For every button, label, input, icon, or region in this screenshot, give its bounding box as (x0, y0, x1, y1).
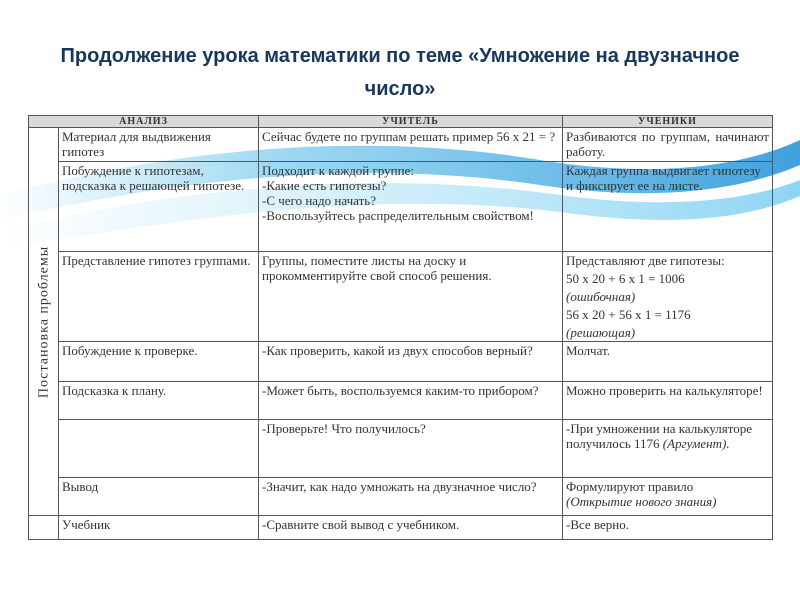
table-row (29, 516, 773, 540)
slide-title: Продолжение урока математики по теме «Умножение на двузначное число» (60, 45, 740, 100)
cell-students (563, 478, 773, 516)
table-header-row (29, 116, 773, 128)
students-text: -При умножении на калькуляторе получилось 1176 (566, 421, 753, 451)
equation-line: 56 х 20 + 56 х 1 = 1176 (566, 307, 691, 322)
table-row (29, 420, 773, 478)
cell-teacher: Сейчас будете по группам решать пример 56 х 21 = ? (259, 128, 563, 162)
header-teacher: УЧИТЕЛЬ (259, 116, 563, 128)
cell-students: -Все верно. (563, 516, 773, 540)
cell-teacher: -Может быть, воспользуемся каким-то прибором? (259, 382, 563, 420)
table-row (29, 128, 773, 162)
cell-teacher: Группы, поместите листы на доску и прокомментируйте свой способ решения. (259, 252, 563, 342)
table-row (29, 382, 773, 420)
side-label: Постановка проблемы (36, 245, 51, 398)
cell-students (563, 252, 773, 342)
table-row (29, 162, 773, 252)
table-row (29, 478, 773, 516)
note-line: (решающая) (566, 325, 636, 340)
header-students: УЧЕНИКИ (563, 116, 773, 128)
equation-line: 50 х 20 + 6 х 1 = 1006 (566, 271, 685, 286)
note-line: (Аргумент). (662, 436, 730, 451)
cell-analysis: Подсказка к плану. (59, 382, 259, 420)
cell-students: Молчат. (563, 342, 773, 382)
cell-teacher: -Значит, как надо умножать на двузначное число? (259, 478, 563, 516)
teacher-line: -Воспользуйтесь распределительным свойством! (262, 208, 534, 223)
cell-analysis (59, 420, 259, 478)
note-line: (ошибочная) (566, 289, 636, 304)
header-analysis: АНАЛИЗ (29, 116, 259, 128)
cell-analysis: Вывод (59, 478, 259, 516)
lesson-table (28, 115, 773, 540)
teacher-line: -С чего надо начать? (262, 193, 376, 208)
students-text: Формулируют правило (566, 479, 694, 494)
table-row (29, 252, 773, 342)
side-label-cell (29, 128, 59, 516)
cell-teacher: -Проверьте! Что получилось? (259, 420, 563, 478)
cell-analysis: Материал для выдвижения гипотез (59, 128, 259, 162)
cell-students (563, 420, 773, 478)
cell-analysis: Побуждение к проверке. (59, 342, 259, 382)
cell-analysis: Побуждение к гипотезам, подсказка к решающей гипотезе. (59, 162, 259, 252)
cell-students: Каждая группа выдвигает гипотезу и фиксирует ее на листе. (563, 162, 773, 252)
table-row (29, 342, 773, 382)
students-line: Представляют две гипотезы: (566, 253, 725, 268)
cell-students: Можно проверить на калькуляторе! (563, 382, 773, 420)
cell-teacher: -Как проверить, какой из двух способов верный? (259, 342, 563, 382)
cell-analysis: Учебник (59, 516, 259, 540)
cell-students: Разбиваются по группам, начинают работу. (563, 128, 773, 162)
teacher-line: Подходит к каждой группе: (262, 163, 414, 178)
note-line: (Открытие нового знания) (566, 494, 717, 509)
blank-side-cell (29, 516, 59, 540)
cell-teacher (259, 162, 563, 252)
cell-teacher: -Сравните свой вывод с учебником. (259, 516, 563, 540)
teacher-line: -Какие есть гипотезы? (262, 178, 387, 193)
cell-analysis: Представление гипотез группами. (59, 252, 259, 342)
